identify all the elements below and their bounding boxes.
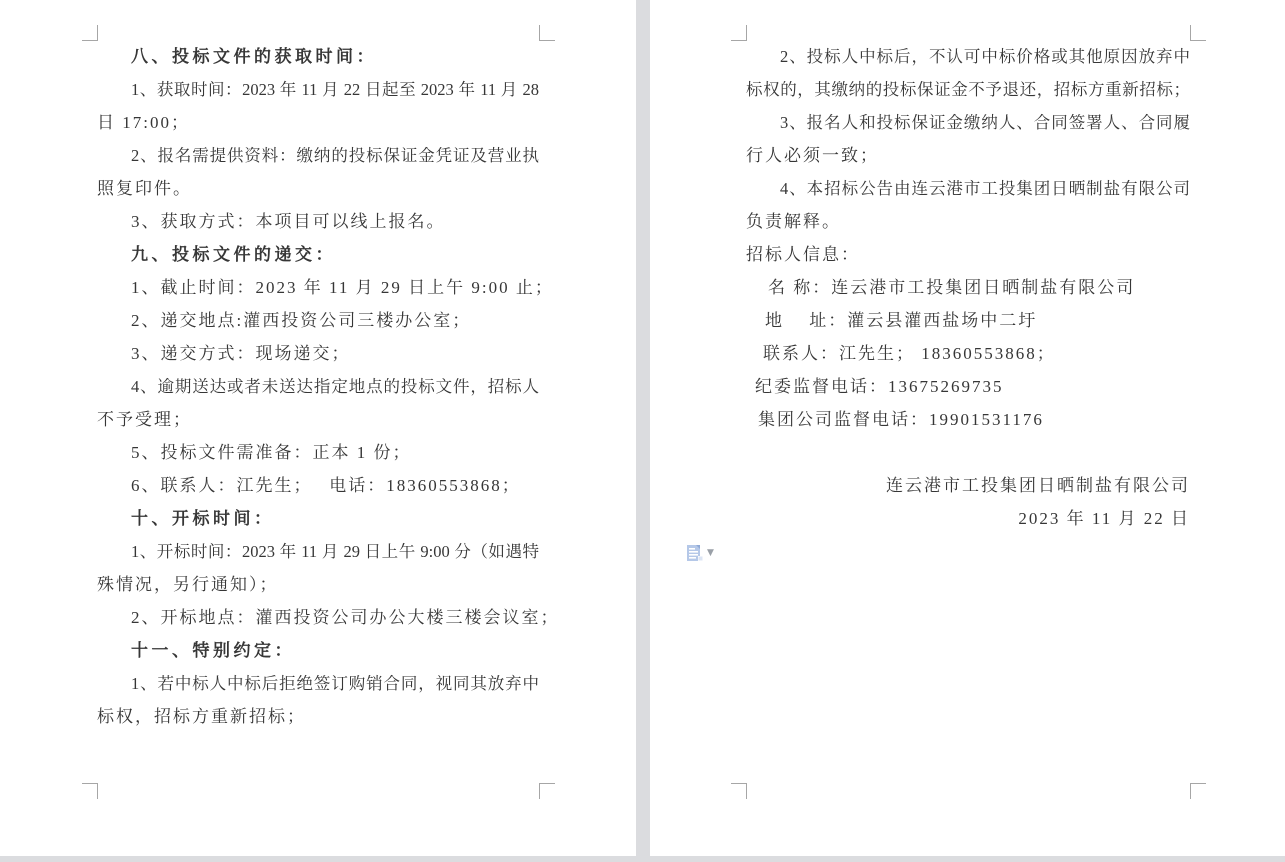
text-line: 4、逾期送达或者未送达指定地点的投标文件，招标人 (131, 377, 539, 396)
text-line: 连云港市工投集团日晒制盐有限公司 (886, 476, 1190, 495)
text-line: 照复印件。 (97, 179, 192, 198)
text-line: 2023 年 11 月 22 日 (1018, 509, 1190, 528)
text-line: 八、投标文件的获取时间： (131, 47, 377, 66)
crop-mark-right-bottom-right (1190, 783, 1206, 799)
text-line: 不予受理； (97, 410, 192, 429)
text-line: 1、若中标人中标后拒绝签订购销合同，视同其放弃中 (131, 674, 539, 693)
text-line: 集团公司监督电话：19901531176 (758, 410, 1044, 429)
text-line: 十、开标时间： (131, 509, 275, 528)
text-line: 1、开标时间：2023 年 11 月 29 日上午 9:00 分（如遇特 (131, 542, 539, 561)
text-line: 纪委监督电话：13675269735 (755, 377, 1004, 396)
text-line: 标权的，其缴纳的投标保证金不予退还，招标方重新招标； (746, 80, 1190, 99)
text-line: 2、递交地点:灌西投资公司三楼办公室； (131, 311, 472, 330)
text-line: 名 称：连云港市工投集团日晒制盐有限公司 (768, 278, 1136, 297)
text-line (746, 436, 1190, 469)
crop-mark-right-top-left (731, 25, 747, 41)
page-right-text (746, 40, 1190, 535)
chevron-down-icon: ▼ (707, 547, 714, 558)
text-line: 1、获取时间：2023 年 11 月 22 日起至 2023 年 11 月 28 (131, 80, 539, 99)
text-line: 6、联系人：江先生； 电话：18360553868； (131, 476, 521, 495)
crop-mark-left-bottom-right (539, 783, 555, 799)
text-line: 负责解释。 (746, 212, 841, 231)
text-line: 九、投标文件的递交： (131, 245, 336, 264)
text-line: 5、投标文件需准备：正本 1 份； (131, 443, 412, 462)
page-left (0, 0, 636, 856)
crop-mark-right-top-right (1190, 25, 1206, 41)
text-line: 4、本招标公告由连云港市工投集团日晒制盐有限公司 (780, 179, 1190, 198)
page-left-text (97, 40, 560, 733)
text-line: 标权，招标方重新招标； (97, 707, 306, 726)
crop-mark-left-top-right (539, 25, 555, 41)
text-line: 殊情况，另行通知）； (97, 575, 279, 594)
text-line: 2、投标人中标后，不认可中标价格或其他原因放弃中 (780, 47, 1190, 66)
crop-mark-left-bottom-left (82, 783, 98, 799)
page-right (650, 0, 1285, 856)
text-line: 3、获取方式：本项目可以线上报名。 (131, 212, 446, 231)
text-line: 行人必须一致； (746, 146, 879, 165)
crop-mark-right-bottom-left (731, 783, 747, 799)
text-line: 3、报名人和投标保证金缴纳人、合同签署人、合同履 (780, 113, 1190, 132)
paste-options-icon (686, 544, 703, 563)
text-line: 联系人：江先生； 18360553868； (763, 344, 1056, 363)
text-line: 招标人信息： (746, 245, 860, 264)
text-line: 2、开标地点：灌西投资公司办公大楼三楼会议室； (131, 608, 560, 627)
crop-mark-left-top-left (82, 25, 98, 41)
text-line: 十一、特别约定： (131, 641, 295, 660)
text-line: 地 址：灌云县灌西盐场中二圩 (765, 311, 1038, 330)
text-line: 3、递交方式：现场递交； (131, 344, 351, 363)
paste-options-button[interactable] (686, 541, 720, 565)
text-line: 日 17:00； (97, 113, 190, 132)
text-line: 1、截止时间：2023 年 11 月 29 日上午 9:00 止； (131, 278, 554, 297)
text-line: 2、报名需提供资料：缴纳的投标保证金凭证及营业执 (131, 146, 539, 165)
